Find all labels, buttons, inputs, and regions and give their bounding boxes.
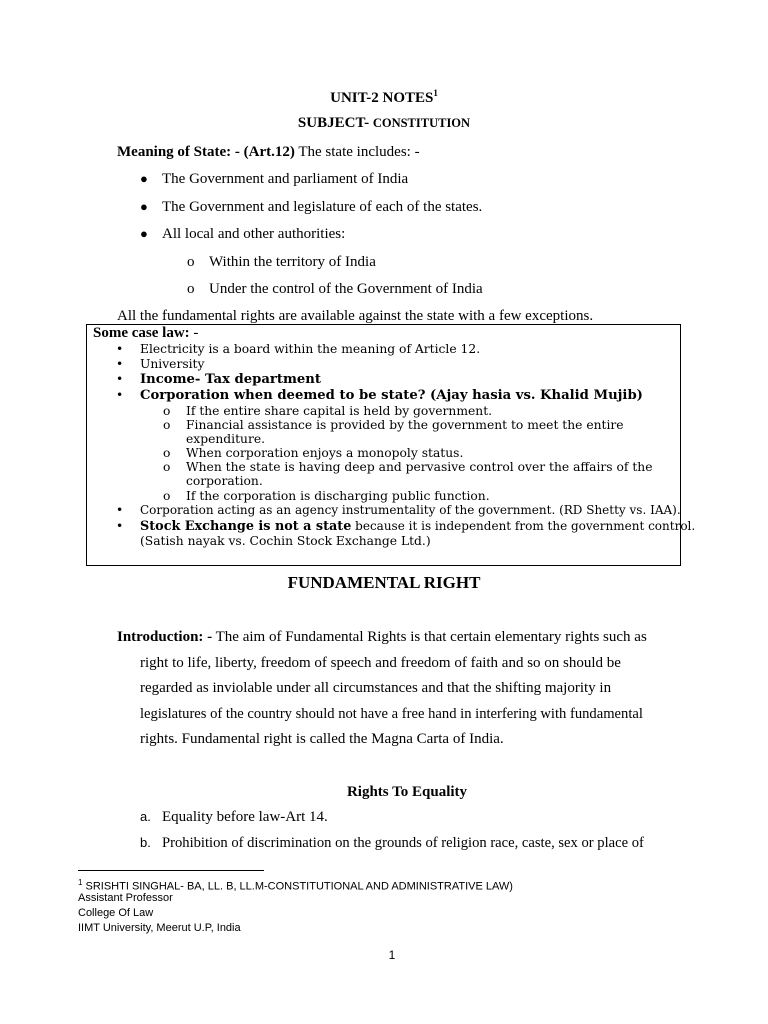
bullet-icon: ● <box>140 226 148 241</box>
footnote: $^1$ SRISHTI SINGHAL- BA, LL. B, LL.M-CONSTITUTIONAL AND ADMINISTRATIVE LAW) <box>78 878 513 893</box>
sub-list-item: o Under the control of the Government of India <box>187 281 483 297</box>
intro-paragraph-line: regarded as inviolable under all circumstances and that the shifting majority in <box>140 680 612 696</box>
footnote-line: IIMT University, Meerut U.P, India <box>78 922 241 934</box>
document-title: UNIT-2 NOTES$^1$ <box>330 88 438 106</box>
sub-list-item: o Within the territory of India <box>187 254 376 270</box>
bullet-icon: • <box>116 519 124 533</box>
case-subitem-continuation: expenditure. <box>186 432 266 446</box>
list-item: ● The Government and parliament of India <box>140 171 409 187</box>
footnote-line: College Of Law <box>78 907 154 919</box>
subject-line: SUBJECT- CONSTITUTION <box>297 115 471 131</box>
bullet-icon: ● <box>140 199 148 214</box>
case-item-continuation: (Satish nayak vs. Cochin Stock Exchange Ltd.) <box>140 534 431 548</box>
footnote-line: Assistant Professor <box>78 892 173 904</box>
case-item: Stock Exchange is not a state because it is independent from the government control. <box>140 519 696 534</box>
case-subitem: Financial assistance is provided by the government to meet the entire <box>186 418 624 432</box>
bullet-icon: ● <box>140 171 148 186</box>
bullet-icon: • <box>116 342 124 356</box>
bullet-icon: • <box>116 503 124 517</box>
case-item: University <box>140 357 205 371</box>
circle-bullet-icon: o <box>187 254 195 270</box>
footnote-ref: 1 <box>433 88 438 98</box>
page-number: 1 <box>388 948 396 962</box>
circle-bullet-icon: o <box>163 418 171 432</box>
intro-paragraph-line: legislatures of the country should not have a free hand in interfering with fundamental <box>140 706 643 722</box>
meaning-heading: Meaning of State: - (Art.12) The state includes: - <box>117 144 420 160</box>
equality-item: a. Equality before law-Art 14. <box>140 809 328 825</box>
footnote-separator <box>78 870 264 871</box>
subsection-title: Rights To Equality <box>346 784 468 800</box>
intro-paragraph-line: rights. Fundamental right is called the Magna Carta of India. <box>140 731 504 747</box>
case-item: Corporation when deemed to be state? (Ajay hasia vs. Khalid Mujib) <box>140 388 643 403</box>
circle-bullet-icon: o <box>187 281 195 297</box>
case-subitem: When the state is having deep and pervasive control over the affairs of the <box>186 460 653 474</box>
circle-bullet-icon: o <box>163 446 171 460</box>
section-title: FUNDAMENTAL RIGHT <box>287 573 481 592</box>
case-subitem: If the entire share capital is held by government. <box>186 404 493 418</box>
bullet-icon: • <box>116 388 124 402</box>
case-law-heading: Some case law: - <box>93 325 199 341</box>
case-item: Income- Tax department <box>140 372 321 387</box>
case-subitem: When corporation enjoys a monopoly status. <box>186 446 464 460</box>
bullet-icon: • <box>116 372 124 386</box>
case-item: Electricity is a board within the meaning of Article 12. <box>140 342 481 356</box>
list-item: ● The Government and legislature of each of the states. <box>140 199 483 215</box>
intro-paragraph-line: right to life, liberty, freedom of speech and freedom of faith and so on should be <box>140 655 621 671</box>
intro-paragraph-line: Introduction: - The aim of Fundamental Rights is that certain elementary rights such as <box>117 629 647 645</box>
circle-bullet-icon: o <box>163 460 171 474</box>
case-law-box <box>86 324 696 566</box>
case-subitem: If the corporation is discharging public function. <box>186 489 490 503</box>
circle-bullet-icon: o <box>163 489 171 503</box>
case-item: Corporation acting as an agency instrumentality of the government. (RD Shetty vs. IAA). <box>140 503 681 517</box>
list-item: ● All local and other authorities: <box>140 226 346 242</box>
bullet-icon: • <box>116 357 124 371</box>
case-subitem-continuation: corporation. <box>186 474 263 488</box>
summary-text: All the fundamental rights are available against the state with a few exceptions. <box>117 308 594 324</box>
equality-item: b. Prohibition of discrimination on the grounds of religion race, caste, sex or place of <box>140 835 644 851</box>
circle-bullet-icon: o <box>163 404 171 418</box>
